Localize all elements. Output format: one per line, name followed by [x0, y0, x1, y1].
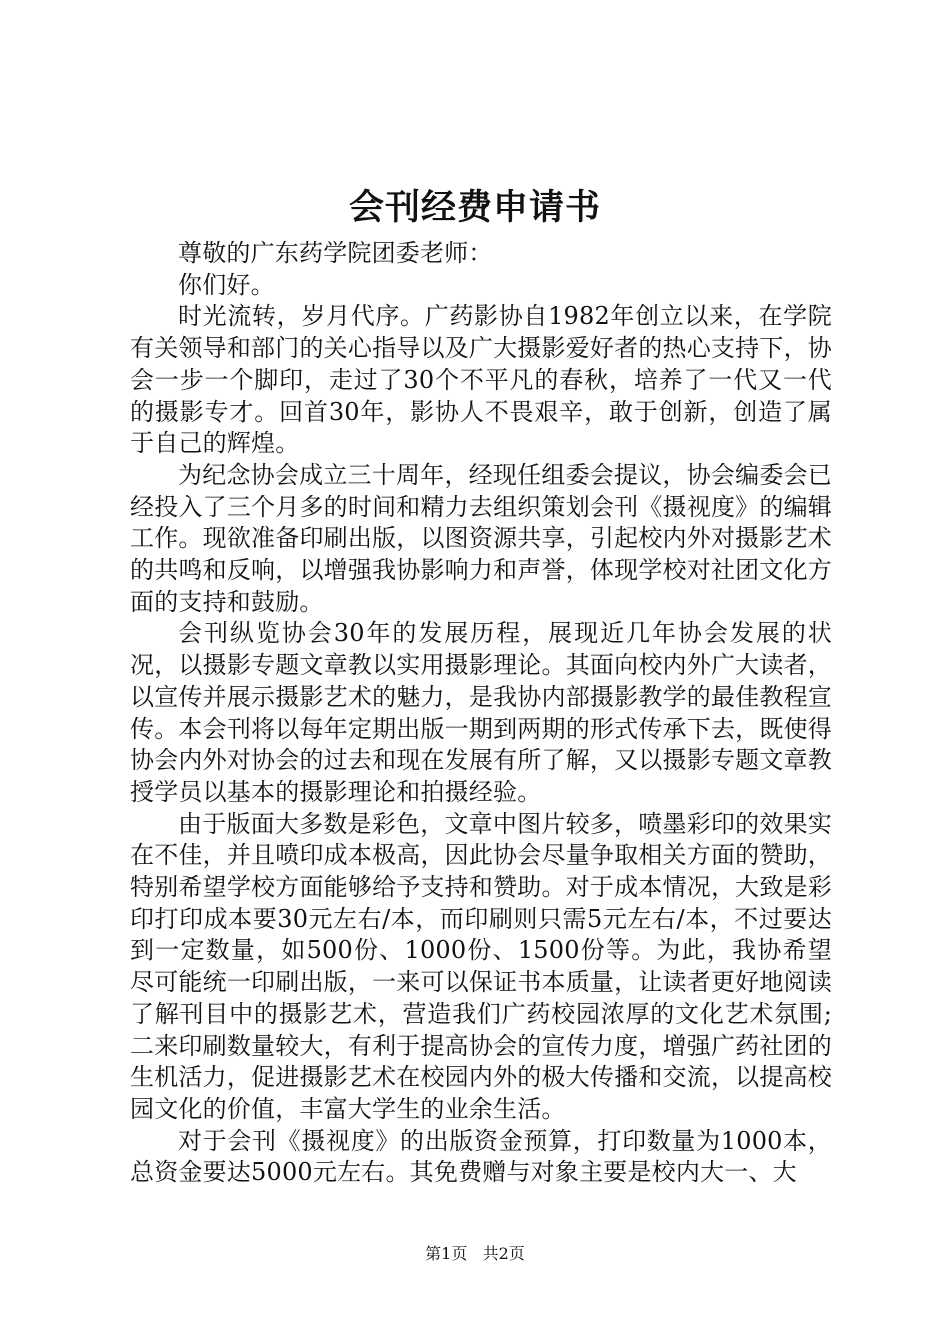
greeting: 你们好。: [178, 270, 275, 299]
paragraph-overview: 会刊纵览协会30年的发展历程，展现近几年协会发展的状况，以摄影专题文章教以实用摄影理论。其面向校内外广大读者，以宣传并展示摄影艺术的魅力，是我协内部摄影教学的最佳教程宣传。本会刊将以每年定期出版一期到两期的形式传承下去，既使得协会内外对协会的过去和现在发展有所了解，又以摄影专题文章教授学员以基本的摄影理论和拍摄经验。: [130, 619, 832, 806]
paragraph-history: 时光流转，岁月代序。广药影协自1982年创立以来，在学院有关领导和部门的关心指导以及广大摄影爱好者的热心支持下，协会一步一个脚印，走过了30个不平凡的春秋，培养了一代又一代的摄影专才。回首30年，影协人不畏艰辛，敢于创新，创造了属于自己的辉煌。: [130, 302, 832, 458]
page-separator: [472, 1244, 477, 1263]
paragraph-anniversary: 为纪念协会成立三十周年，经现任组委会提议，协会编委会已经投入了三个月多的时间和精力去组织策划会刊《摄视度》的编辑工作。现欲准备印刷出版，以图资源共享，引起校内外对摄影艺术的共鸣和反响，以增强我协影响力和声誉，体现学校对社团文化方面的支持和鼓励。: [130, 460, 832, 616]
page-number: 第1页: [425, 1244, 468, 1263]
document-body: [130, 238, 832, 1189]
document-title: 会刊经费申请书: [348, 187, 601, 228]
paragraph-budget: 对于会刊《摄视度》的出版资金预算，打印数量为1000本，总资金要达5000元左右。其免费赠与对象主要是校内大一、大: [130, 1126, 832, 1187]
paragraph-cost: 由于版面大多数是彩色，文章中图片较多，喷墨彩印的效果实在不佳，并且喷印成本极高，因此协会尽量争取相关方面的赞助，特别希望学校方面能够给予支持和赞助。对于成本情况，大致是彩印打印成本要30元左右/本，而印刷则只需5元左右/本，不过要达到一定数量，如500份、1000份、1500份等。为此，我协希望尽可能统一印刷出版，一来可以保证书本质量，让读者更好地阅读了解刊目中的摄影艺术，营造我们广药校园浓厚的文化艺术氛围;二来印刷数量较大，有利于提高协会的宣传力度，增强广药社团的生机活力，促进摄影艺术在校园内外的极大传播和交流，以提高校园文化的价值，丰富大学生的业余生活。: [130, 809, 832, 1123]
page-footer: [0, 1243, 950, 1265]
salutation: 尊敬的广东药学院团委老师：: [178, 239, 493, 267]
page-total: 共2页: [482, 1244, 525, 1263]
